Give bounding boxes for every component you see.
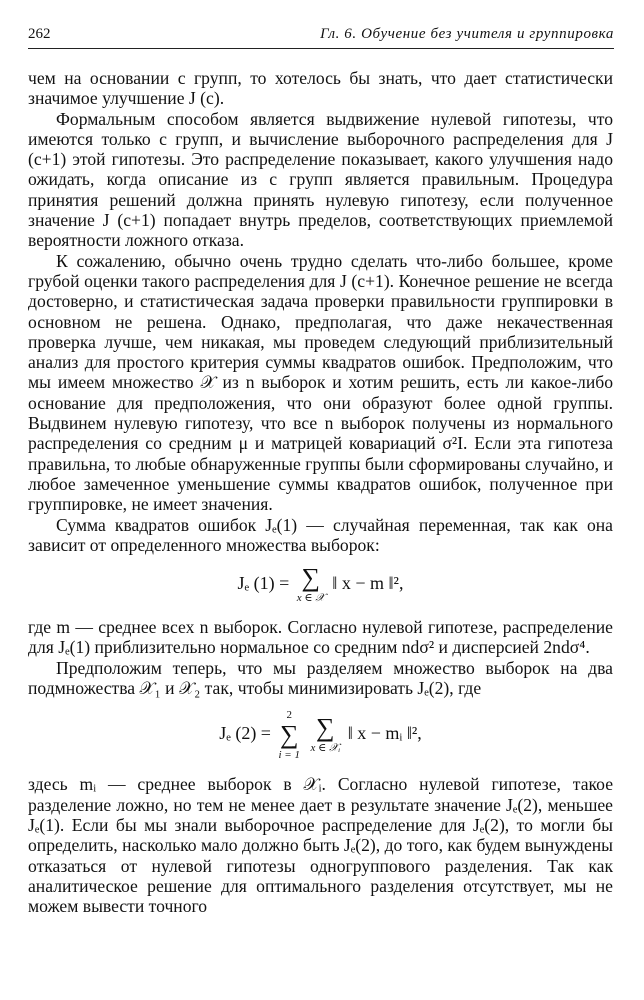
paragraph-4: Сумма квадратов ошибок Jₑ(1) — случайная переменная, так как она зависит от определенного множества выборок:: [28, 514, 613, 555]
formula-je1-lhs: Jₑ (1) =: [237, 573, 290, 594]
formula-je2-lower-limit: i = 1: [278, 749, 300, 762]
page-header: [28, 26, 614, 49]
paragraph-7: здесь mᵢ — среднее выборок в 𝒳ᵢ. Согласно нулевой гипотезе, такое разделение ложно, но тем не менее дает в результате значение Jₑ(2), меньшее Jₑ(1). Если бы мы знали выборочное распределение для Jₑ(2), то могли бы определить, насколько мало должно быть Jₑ(2), до того, как будем вынуждены отказаться от нулевой гипотезы одногруппового разделения. Так как аналитическое решение для оптимального разделения отсутствует, мы не можем вывести точного: [28, 774, 613, 917]
formula-je2-sum-index: x ∈ 𝒳ᵢ: [310, 742, 341, 755]
formula-je2: [28, 708, 613, 762]
formula-je1-sum-index: x ∈ 𝒳: [296, 592, 325, 605]
page-number: 262: [28, 26, 51, 42]
summation-symbol-inner: ∑ x ∈ 𝒳ᵢ: [310, 713, 341, 755]
body-text: [28, 68, 613, 916]
running-head: Гл. 6. Обучение без учителя и группировка: [320, 26, 614, 42]
formula-je2-upper-limit: 2: [286, 709, 292, 722]
paragraph-6: Предположим теперь, что мы разделяем множество выборок на два подмножества 𝒳₁ и 𝒳₂ так, чтобы минимизировать Jₑ(2), где: [28, 657, 613, 699]
summation-symbol-outer: 2 ∑ i = 1: [278, 709, 300, 762]
paragraph-2: Формальным способом является выдвижение нулевой гипотезы, что имеются только c групп, и вычисление выборочного распределения для J (c+1) этой гипотезы. Это распределение показывает, какого улучшения надо ожидать, когда описание из c групп является правильным. Процедура принятия решений должна принять нулевую гипотезу, если полученное значение J (c+1) попадает внутрь пределов, соответствующих приемлемой вероятности ложного отказа.: [28, 108, 613, 251]
summation-symbol: ∑ x ∈ 𝒳: [296, 563, 325, 605]
formula-je2-rhs: ‖ x − mᵢ ‖²,: [347, 723, 422, 744]
formula-je1: [28, 565, 613, 605]
paragraph-1: чем на основании c групп, то хотелось бы знать, что дает статистически значимое улучшение J (c).: [28, 68, 613, 109]
formula-je1-rhs: ‖ x − m ‖²,: [332, 573, 404, 594]
formula-je2-lhs: Jₑ (2) =: [219, 723, 271, 744]
paragraph-3: К сожалению, обычно очень трудно сделать что-либо большее, кроме грубой оценки такого распределения для J (c+1). Конечное решение не всегда достоверно, и статистическая задача проверки правильности группировки в основном не решена. Однако, предполагая, что даже некачественная проверка лучше, чем никакая, мы проведем следующий приблизительный анализ для простого критерия суммы квадратов ошибок. Предположим, что мы имеем множество 𝒳 из n выборок и хотим решить, есть ли какое-либо основание для предположения, что они образуют более одной группы. Выдвинем нулевую гипотезу, что все n выборок получены из нормального распределения со средним μ и матрицей ковариаций σ²I. Если эта гипотеза правильна, то любые обнаруженные группы были сформированы случайно, и любое замеченное уменьшение суммы квадратов ошибок, полученное при группировке, не имеет значения.: [28, 250, 613, 515]
paragraph-5: где m — среднее всех n выборок. Согласно нулевой гипотезе, распределение для Jₑ(1) приблизительно нормальное со средним ndσ² и дисперсией 2ndσ⁴.: [28, 617, 613, 658]
